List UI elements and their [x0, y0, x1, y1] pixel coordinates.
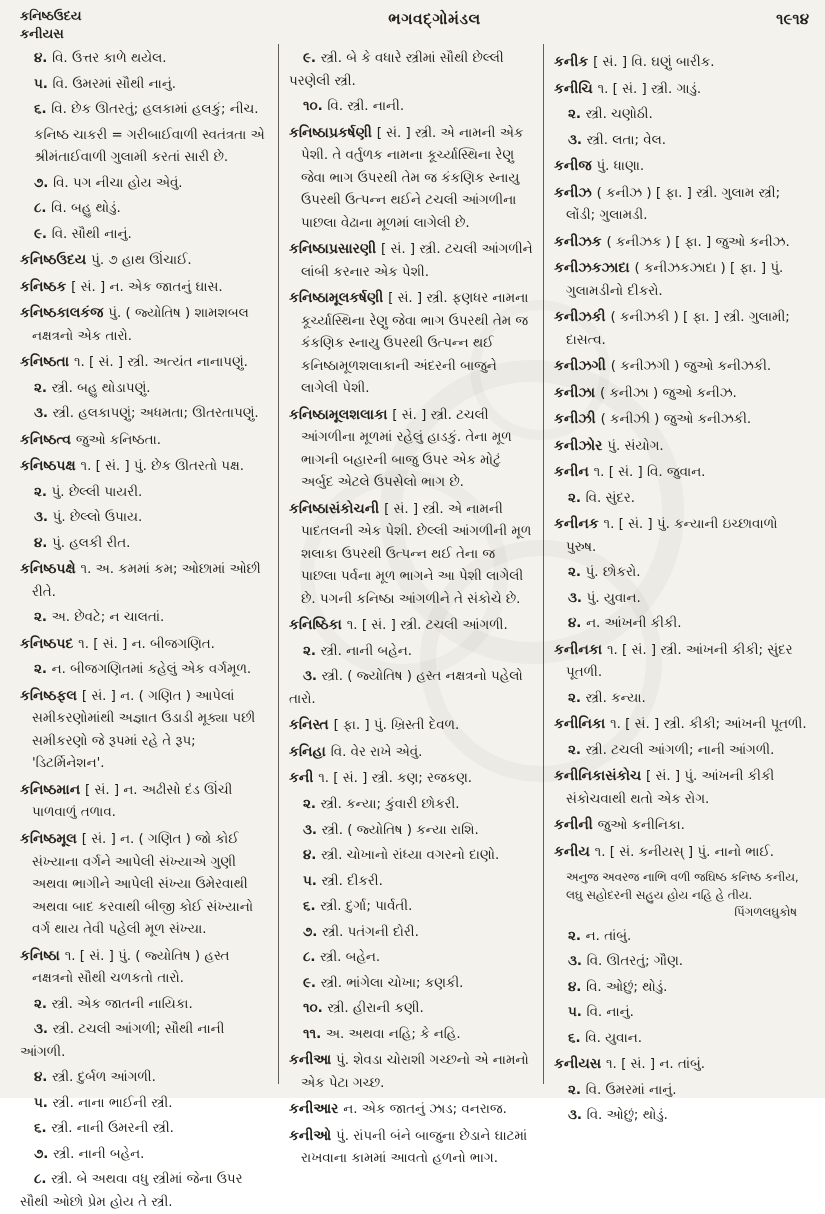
sense-number: ૪.	[34, 1070, 53, 1086]
entry-sub: ૮. સ્ત્રી. બહેન.	[303, 950, 381, 966]
headword: કનિષ્ઠાપ્રસારણી	[289, 241, 381, 258]
sense-number: ૪.	[568, 979, 587, 995]
sense-number: ૫.	[303, 873, 322, 889]
entry-sub: ૨. સ્ત્રી. ટચલી આંગળી; નાની આંગળી.	[568, 742, 775, 758]
sense-number: ૪.	[568, 616, 587, 632]
entry-sub: ૨. વિ. સુંદર.	[568, 490, 636, 506]
sense-number: ૨.	[568, 1082, 586, 1098]
headword: કનિષ્ઠઉદય	[20, 252, 92, 269]
sense-number: ૬.	[568, 1030, 586, 1046]
headword: કનિષ્ઠાસંકોચની	[289, 500, 385, 517]
headword: કનીનિકા	[554, 716, 611, 733]
dictionary-entry: કનીઆ પું. શેવડા ચોરાશી ગચ્છનો એ નામનો એક પેટા ગચ્છ.	[289, 1052, 529, 1091]
dictionary-entry: કનીઝી ( કનીઝી ) જુઓ કનીઝકી.	[554, 411, 752, 428]
entry-cite: પિંગળલઘુકોષ	[734, 905, 797, 920]
entry-sub: ૪. સ્ત્રી. ચોખાનો રાંધ્યા વગરનો દાણો.	[303, 848, 500, 864]
entry-sub: ૭. સ્ત્રી. પતંગની દોરી.	[303, 924, 419, 940]
sense-number: ૭.	[34, 1146, 54, 1162]
sense-number: ૨.	[568, 928, 586, 944]
entry-sub: ૬. વિ. છેક ઊતરતું; હલકામાં હલકું; નીચ.	[34, 102, 259, 118]
dictionary-entry: કનીઝકી ( કનીઝકી ) [ ફા. ] સ્ત્રી. ગુલામી; દાસત્વ.	[554, 309, 790, 348]
headword: કનિષ્ઠિકા	[289, 617, 347, 634]
sense-number: ૭.	[34, 175, 54, 191]
entry-sub: ૧૦. સ્ત્રી. હીરાની કણી.	[303, 1001, 424, 1017]
dictionary-entry: કનીક [ સં. ] વિ. ઘણું બારીક.	[554, 54, 715, 70]
dictionary-entry: કનીયસ ૧. [ સં. ] ન. તાંબું.	[554, 1056, 706, 1073]
headword: કનિષ્ઠપક્ષે	[20, 561, 81, 578]
headword: કનીન	[554, 464, 594, 481]
entry-sub: ૨. ન. તાંબું.	[568, 928, 632, 944]
page-header	[0, 0, 825, 44]
sense-number: ૨.	[34, 610, 52, 626]
headword: કનીઝકી	[554, 309, 611, 326]
entry-sub: ૫. વિ. ઉમરમાં સૌથી નાનું.	[34, 76, 177, 92]
sense-number: ૪.	[303, 848, 322, 864]
sense-number: ૫.	[34, 76, 53, 92]
entry-sub: ૨. સ્ત્રી. કન્યા; કુંવારી છોકરી.	[303, 796, 460, 812]
entry-sub: ૨. સ્ત્રી. બહુ થોડાપણું.	[34, 380, 151, 396]
sense-number: ૩.	[568, 590, 587, 606]
sense-number: ૧૧.	[303, 1026, 326, 1042]
dictionary-entry: કનિષ્ઠાપ્રસારણી [ સં. ] સ્ત્રી. ટચલી આંગળીને લાંબી કરનાર એક પેશી.	[289, 241, 533, 280]
sense-number: ૯.	[34, 226, 52, 242]
dictionary-entry: કનીજ પું. ધાણા.	[554, 158, 645, 175]
sense-number: ૨.	[568, 742, 586, 758]
page-title: ભગવદ્ગોમંડલ	[388, 10, 481, 28]
entry-sub: ૬. સ્ત્રી. નાની ઉમરની સ્ત્રી.	[34, 1121, 174, 1137]
entry-sub: ૩. સ્ત્રી. ( જ્યોતિષ ) કન્યા રાશિ.	[303, 822, 479, 838]
entry-sub: ૪. વિ. ઓછું; થોડું.	[568, 979, 668, 995]
headword: કનિષ્ઠામૂલકર્ષણી	[289, 290, 389, 307]
dictionary-entry: કનિસ્ત [ ફા. ] પું. ખ્રિસ્તી દેવળ.	[289, 717, 460, 734]
sense-number: ૩.	[34, 406, 53, 422]
sense-number: ૬.	[34, 102, 52, 118]
headword: કનીક	[554, 54, 594, 70]
dictionary-entry: કનીનિકા ૧. [ સં. ] સ્ત્રી. કીકી; આંખની પૂતળી.	[554, 716, 807, 733]
dictionary-entry: કનીન ૧. [ સં. ] વિ. જુવાન.	[554, 464, 706, 481]
sense-number: ૩.	[568, 1108, 587, 1124]
sense-number: ૨.	[568, 690, 586, 706]
entry-sub: ૧૧. અ. અથવા નહિ; કે નહિ.	[303, 1026, 461, 1042]
sense-number: ૨.	[568, 490, 586, 506]
dictionary-entry: કનિષ્ઠતા ૧. [ સં. ] સ્ત્રી. અત્યંત નાનાપણું.	[20, 354, 248, 371]
headword: કનીઝ	[554, 184, 597, 201]
headword: કનિષ્ઠમાન	[20, 781, 86, 798]
dictionary-entry: કનીઝ ( કનીઝ ) [ ફા. ] સ્ત્રી. ગુલામ સ્ત્રી; લોંડી; ગુલામડી.	[554, 184, 781, 224]
entry-sub: ૪. સ્ત્રી. દુર્બળ આંગળી.	[34, 1070, 156, 1086]
entry-verse: લઘુ સહોદરની સહુય હોય નહિ હે તીય.	[566, 887, 753, 902]
dictionary-entry: કનિષ્ઠત્વ જુઓ કનિષ્ઠતા.	[20, 431, 162, 448]
entry-sub: ૩. પું. છેલ્લો ઉપાય.	[34, 510, 143, 526]
sense-number: ૯.	[303, 51, 321, 66]
dictionary-entry: કનિષ્ઠક [ સં. ] ન. એક જાતનું ઘાસ.	[20, 278, 223, 295]
dictionary-entry: કનીઝકઝાદા ( કનીઝકઝાદા ) [ ફા. ] પું. ગુલામડીનો દીકરો.	[554, 260, 784, 299]
headword: કનિષ્ઠકાલકંજ	[20, 305, 109, 322]
dictionary-entry: કનિષ્ઠા ૧. [ સં. ] પું. ( જ્યોતિષ ) હસ્ત નક્ષત્રનો સૌથી ચળકતો તારો.	[20, 947, 230, 987]
sense-number: ૨.	[34, 484, 52, 500]
guide-words	[20, 8, 210, 43]
entry-sub: ૬. વિ. યુવાન.	[568, 1030, 642, 1046]
headword: કનીય	[554, 843, 595, 860]
dictionary-entry: કનીનિકાસંકોચ [ સં. ] પું. આંખની કીકી સંકોચવાથી થતો એક રોગ.	[554, 768, 775, 807]
dictionary-entry: કનિષ્ઠફલ [ સં. ] ન. ( ગણિત ) આપેલાં સમીકરણોમાંથી અજ્ઞાત ઉડાડી મૂક્યા પછી સમીકરણો જે રૂપમાં રહે તે રૂપ; 'ડિટર્મિનેશન'.	[20, 687, 256, 772]
entry-sub: ૭. સ્ત્રી. નાની બહેન.	[34, 1146, 145, 1162]
entry-sub: ૬. સ્ત્રી. દુર્ગા; પાર્વતી.	[303, 899, 413, 915]
sense-number: ૧૦.	[303, 1001, 328, 1017]
entry-sub: ૧૦. વિ. સ્ત્રી. નાની.	[303, 99, 405, 115]
sense-number: ૭.	[303, 924, 323, 940]
dictionary-entry: કનીચિ ૧. [ સં. ] સ્ત્રી. ગાડું.	[554, 80, 702, 97]
entry-example: કનિષ્ઠ ચાકરી = ગરીબાઈવાળી સ્વતંત્રતા એ શ્રીમંતાઈવાળી ગુલામી કરતાં સારી છે.	[34, 127, 265, 166]
entry-sub: ૨. અ. છેવટે; ન ચાલતાં.	[34, 610, 165, 626]
entry-sub: ૨. પું. છોકરો.	[568, 565, 641, 581]
entry-sub: ૫. સ્ત્રી. નાના ભાઈની સ્ત્રી.	[34, 1095, 173, 1111]
headword: કનિષ્ઠમૂલ	[20, 830, 82, 847]
dictionary-content	[10, 44, 815, 1210]
sense-number: ૨.	[34, 996, 52, 1012]
dictionary-entry: કનિષ્ઠમૂલ [ સં. ] ન. ( ગણિત ) જો કોઈ સંખ્યાના વર્ગને આપેલી સંખ્યાએ ગુણી અથવા ભાગીને આપેલી સંખ્યા ઉમેરવાથી અથવા બાદ કરવાથી બીજી કોઈ સંખ્યાનો વર્ગ થાય તેવી પહેલી મૂળ સંખ્યા.	[20, 830, 254, 938]
headword: કનીયસ	[554, 1056, 606, 1073]
headword: કનીજ	[554, 158, 597, 175]
dictionary-entry: કનિષ્ઠિકા ૧. [ સં. ] સ્ત્રી. ટચલી આંગળી.	[289, 617, 508, 634]
dictionary-entry: કની ૧. [ સં. ] સ્ત્રી. કણ; રજકણ.	[289, 770, 473, 787]
sense-number: ૮.	[303, 950, 321, 966]
headword: કનીનકા	[554, 641, 607, 658]
entry-sub: ૮. સ્ત્રી. બે અથવા વધુ સ્ત્રીમાં જેના ઉપર સૌથી ઓછો પ્રેમ હોય તે સ્ત્રી.	[20, 1172, 243, 1210]
dictionary-entry: કનિષ્ઠકાલકંજ પું. ( જ્યોતિષ ) શામશબલ નક્ષત્રનો એક તારો.	[20, 305, 249, 344]
headword: કનીઆ	[289, 1052, 336, 1069]
headword: કનીઓ	[289, 1127, 336, 1144]
headword: કનિષ્ઠફલ	[20, 687, 82, 704]
sense-number: ૩.	[303, 822, 322, 838]
headword: કની	[289, 770, 319, 787]
sense-number: ૧૦.	[303, 99, 328, 115]
dictionary-entry: કનીઝા ( કનીઝા ) જુઓ કનીઝ.	[554, 384, 737, 401]
dictionary-entry: કનિષ્ઠપક્ષે ૧. અ. કમમાં કમ; ઓછામાં ઓછી રીતે.	[20, 561, 261, 600]
sense-number: ૮.	[34, 201, 52, 217]
entry-sub: ૫. વિ. નાનું.	[568, 1005, 634, 1021]
headword: કનિષ્ઠાપ્રકર્ષણી	[289, 124, 377, 141]
entry-sub: ૪. ન. આંખની કીકી.	[568, 616, 682, 632]
entry-sub: ૨. પું. છેલ્લી પાયરી.	[34, 484, 143, 500]
dictionary-entry: કનિષ્ઠમાન [ સં. ] ન. અઢીસો દંડ ઊંચી પાળવાળું તળાવ.	[20, 781, 233, 821]
dictionary-column	[544, 44, 815, 1124]
dictionary-entry: કનીઓ પું. રાંપની બંને બાજુના છેડાને ઘાટમાં રાખવાના કામમાં આવતો હળનો ભાગ.	[289, 1127, 528, 1167]
entry-sub: ૨. સ્ત્રી. કન્યા.	[568, 690, 646, 706]
entry-sub: ૩. સ્ત્રી. ( જ્યોતિષ ) હસ્ત નક્ષત્રનો પહેલો તારો.	[289, 669, 523, 707]
headword: કનિસ્ત	[289, 717, 334, 734]
dictionary-entry: કનીઝોર પું. સંયોગ.	[554, 437, 664, 454]
page-number: ૧૯૧૪	[776, 10, 809, 28]
sense-number: ૩.	[303, 669, 322, 685]
entry-sub: ૨. સ્ત્રી. એક જાતની નાયિકા.	[34, 996, 193, 1012]
entry-sub: ૩. સ્ત્રી. ટચલી આંગળી; સૌથી નાની આંગળી.	[20, 1022, 225, 1060]
entry-sub: ૪. પું. હલકી રીત.	[34, 535, 131, 551]
dictionary-entry: કનિહા વિ. વેર રાખે એવું.	[289, 743, 423, 760]
sense-number: ૫.	[34, 1095, 53, 1111]
headword: કનીચિ	[554, 80, 598, 97]
entry-sub: ૩. વિ. ઊતરતું; ગૌણ.	[568, 954, 683, 970]
sense-number: ૮.	[34, 1172, 52, 1188]
headword: કનીઝક	[554, 233, 607, 250]
entry-sub: ૯. સ્ત્રી. ભાંગેલા ચોખા; કણકી.	[303, 975, 464, 991]
entry-sub: ૩. સ્ત્રી. હલકાપણું; અધમતા; ઊતરતાપણું.	[34, 406, 259, 422]
headword: કનિષ્ઠત્વ	[20, 431, 76, 448]
headword: કનિષ્ઠક	[20, 278, 72, 295]
headword: કનિષ્ઠપક્ષ	[20, 458, 81, 475]
entry-sub: ૩. વિ. ઓછું; થોડું.	[568, 1108, 668, 1124]
headword: કનીનક	[554, 516, 604, 533]
dictionary-entry: કનીનકા ૧. [ સં. ] સ્ત્રી. આંખની કીકી; સુંદર પૂતળી.	[554, 641, 793, 681]
sense-number: ૨.	[34, 662, 52, 678]
sense-number: ૬.	[34, 1121, 52, 1137]
dictionary-column	[278, 44, 544, 1167]
sense-number: ૩.	[34, 1022, 53, 1038]
sense-number: ૩.	[568, 954, 587, 970]
sense-number: ૨.	[568, 565, 586, 581]
guide-word-last: કનીયસ	[20, 26, 64, 42]
dictionary-entry: કનિષ્ઠામૂલશલાકા [ સં. ] સ્ત્રી. ટચલી આંગળીના મૂળમાં રહેલું હાડકું. તેના મૂળ ભાગની બહારની બાજુ ઉપર એક મોટું અર્બુદ એટલે ઉપસેલો ભાગ છે.	[289, 406, 512, 491]
sense-number: ૬.	[303, 899, 321, 915]
headword: કનીઝકઝાદા	[554, 260, 635, 277]
entry-verse: અનુજ અવરજ નાભિ વળી જઘિષ્ઠ કનિષ્ઠ કનીય,	[566, 869, 799, 884]
headword: કનિષ્ઠપદ	[20, 635, 79, 652]
headword: કનિષ્ઠામૂલશલાકા	[289, 406, 393, 423]
headword: કનીઆર	[289, 1101, 344, 1118]
sense-number: ૨.	[303, 643, 321, 659]
sense-number: ૩.	[34, 510, 53, 526]
entry-sub: ૪. વિ. ઉત્તર કાળે થયેલ.	[34, 51, 167, 66]
dictionary-entry: કનીઆર ન. એક જાતનું ઝાડ; વનરાજ.	[289, 1101, 507, 1118]
sense-number: ૩.	[568, 132, 587, 148]
sense-number: ૪.	[34, 51, 53, 66]
sense-number: ૨.	[303, 796, 321, 812]
entry-sub: ૩. સ્ત્રી. લતા; વેલ.	[568, 132, 666, 148]
headword: કનિહા	[289, 743, 331, 760]
sense-number: ૨.	[568, 107, 586, 123]
dictionary-entry: કનીઝગી ( કનીઝગી ) જુઓ કનીઝકી.	[554, 358, 772, 375]
headword: કનિષ્ઠા	[20, 947, 65, 964]
dictionary-entry: કનિષ્ઠાપ્રકર્ષણી [ સં. ] સ્ત્રી. એ નામની એક પેશી. તે વર્તુળક નામના કૂર્ચ્યાસ્થિના રેણુ જેવા ભાગ ઉપરથી તેમ જ કંકણિક સ્નાયુ ઉપરથી ઉત્પન્ન થઈને ટચલી આંગળીના પાછલા વેઢાના મૂળમાં લાગેલી છે.	[289, 124, 524, 231]
dictionary-entry: કનિષ્ઠામૂલકર્ષણી [ સં. ] સ્ત્રી. ફણધર નામના કૂર્ચ્યાસ્થિના રેણુ જેવા ભાગ ઉપરથી તેમ જ કંકણિક સ્નાયુ ઉપરથી ઉત્પન્ન થઈ કનિષ્ઠામૂળશલાકાની અંદરની બાજુને લાગેલી પેશી.	[289, 290, 529, 397]
dictionary-entry: કનિષ્ઠઉદય પું. ૭ હાથ ઊંચાઈ.	[20, 252, 192, 269]
entry-sub: ૫. સ્ત્રી. દીકરી.	[303, 873, 383, 889]
dictionary-entry: કનિષ્ઠાસંકોચની [ સં. ] સ્ત્રી. એ નામની પાદતલની એક પેશી. છેલ્લી આંગળીની મૂળ શલાકા ઉપરથી ઉત્પન્ન થઈ તેના જ પાછલા પર્વના મૂળ ભાગને આ પેશી લાગેલી છે. પગની કનિષ્ઠા આંગળીને તે સંકોચે છે.	[289, 500, 532, 607]
dictionary-entry: કનિષ્ઠપદ ૧. [ સં. ] ન. બીજગણિત.	[20, 635, 215, 652]
entry-sub: ૩. પું. યુવાન.	[568, 590, 641, 606]
entry-sub: ૨. સ્ત્રી. નાની બહેન.	[303, 643, 412, 659]
entry-sub: ૭. વિ. પગ નીચા હોય એવું.	[34, 175, 183, 191]
headword: કનીનિકાસંકોચ	[554, 768, 647, 785]
dictionary-entry: કનીની જુઓ કનીનિકા.	[554, 817, 685, 834]
headword: કનીઝોર	[554, 437, 608, 454]
guide-word-first: કનિષ્ઠઉદય	[20, 9, 82, 24]
dictionary-entry: કનીય ૧. [ સં. કનીયસ્ ] પું. નાનો ભાઈ.	[554, 843, 775, 860]
sense-number: ૯.	[303, 975, 321, 991]
headword: કનીઝી	[554, 411, 601, 428]
entry-sub: ૯. સ્ત્રી. બે કે વધારે સ્ત્રીમાં સૌથી છેલ્લી પરણેલી સ્ત્રી.	[289, 51, 504, 89]
sense-number: ૫.	[568, 1005, 587, 1021]
sense-number: ૨.	[34, 380, 52, 396]
entry-sub: ૨. સ્ત્રી. ચણોઠી.	[568, 107, 653, 123]
entry-sub: ૨. ન. બીજગણિતમાં કહેલું એક વર્ગમૂળ.	[34, 662, 252, 678]
dictionary-entry: કનીઝક ( કનીઝક ) [ ફા. ] જુઓ કનીઝ.	[554, 233, 790, 250]
headword: કનીની	[554, 817, 598, 834]
dictionary-entry: કનિષ્ઠપક્ષ ૧. [ સં. ] પું. છેક ઊતરતો પક્ષ.	[20, 458, 244, 475]
sense-number: ૪.	[34, 535, 53, 551]
headword: કનિષ્ઠતા	[20, 354, 74, 371]
entry-sub: ૯. વિ. સૌથી નાનું.	[34, 226, 132, 242]
entry-sub: ૮. વિ. બહુ થોડું.	[34, 201, 121, 217]
headword: કનીઝા	[554, 384, 600, 401]
dictionary-column	[10, 44, 278, 1210]
entry-sub: ૨. વિ. ઉમરમાં નાનું.	[568, 1082, 677, 1098]
headword: કનીઝગી	[554, 358, 611, 375]
dictionary-entry: કનીનક ૧. [ સં. ] પું. કન્યાની ઇચ્છાવાળો પુરુષ.	[554, 516, 778, 555]
